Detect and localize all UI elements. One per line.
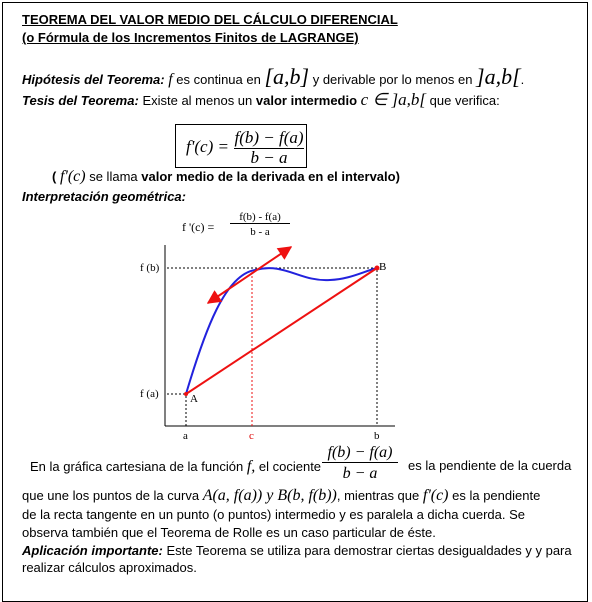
para4: observa también que el Teorema de Rolle es un caso particular de éste.	[22, 525, 436, 540]
para1-text-2: el cociente	[258, 459, 322, 474]
point-a-dot	[184, 392, 188, 396]
thesis-label: Tesis del Teorema:	[22, 93, 139, 108]
hypothesis-label: Hipótesis del Teorema:	[22, 72, 165, 87]
formula-numerator: f(b) − f(a)	[234, 128, 304, 147]
hypothesis-closed-interval: [a,b]	[264, 64, 310, 89]
application-line-1	[22, 543, 572, 558]
thesis-condition: c ∈ ]a,b[	[360, 90, 427, 109]
hypothesis-text-2: y derivable por lo menos en	[312, 72, 473, 87]
label-fb: f (b)	[140, 262, 160, 274]
para2-points: A(a, f(a)) y B(b, f(b))	[202, 487, 337, 504]
para2-fc: f'(c)	[422, 487, 449, 504]
thesis-bold: valor intermedio	[255, 93, 358, 108]
title-line-2: (o Fórmula de los Incrementos Finitos de LAGRANGE)	[22, 30, 359, 45]
graph-formula-lhs: f '(c) =	[182, 220, 215, 234]
thesis-text-1: Existe al menos un	[142, 93, 253, 108]
label-point-b: B	[379, 261, 387, 273]
application-label: Aplicación importante:	[22, 543, 163, 558]
para1-text-1: En la gráfica cartesiana de la función	[30, 459, 244, 474]
label-point-a: A	[190, 393, 198, 405]
para2-text-3: es la pendiente	[452, 488, 541, 503]
label-x-c: c	[249, 430, 254, 442]
formula-denominator: b − a	[250, 148, 288, 167]
note-text: se llama	[89, 169, 138, 184]
graph-formula-denominator: b - a	[250, 226, 270, 238]
para1-f: f,	[246, 458, 256, 475]
label-x-a: a	[183, 430, 188, 442]
interpretation-label: Interpretación geométrica:	[22, 189, 186, 204]
para2-line	[22, 487, 540, 505]
hypothesis-f: f	[168, 71, 173, 88]
para1-fraction-denominator: b − a	[342, 465, 378, 482]
application-text-1: Este Teorema se utiliza para demostrar ciertas desigualdades y y para	[166, 543, 572, 558]
label-x-b: b	[374, 430, 380, 442]
para2-text-1: que une los puntos de la curva	[22, 488, 200, 503]
title-line-1: TEOREMA DEL VALOR MEDIO DEL CÁLCULO DIFERENCIAL	[22, 12, 398, 27]
para1-text-a	[30, 458, 321, 476]
secant-line	[186, 268, 377, 394]
label-fa: f (a)	[140, 388, 159, 400]
note-fc: f'(c)	[59, 168, 86, 185]
hypothesis-end: .	[520, 72, 525, 87]
para1-text-3: es la pendiente de la cuerda	[408, 458, 572, 473]
note-bold: valor medio de la derivada en el intervalo)	[141, 169, 400, 184]
graph-formula-numerator: f(b) - f(a)	[230, 211, 290, 224]
para3: de la recta tangente en un punto (o puntos) intermedio y es paralela a dicha cuerda. Se	[22, 507, 525, 522]
note-open-paren: (	[52, 169, 57, 184]
para2-text-2: , mientras que	[336, 488, 420, 503]
thesis-text-2: que verifica:	[429, 93, 500, 108]
hypothesis-open-interval: ]a,b[	[476, 64, 521, 89]
tangent-line	[208, 247, 291, 303]
para1-fraction-numerator: f(b) − f(a)	[322, 444, 398, 463]
application-line-2: realizar cálculos aproximados.	[22, 560, 197, 575]
hypothesis-text-1: es continua en	[176, 72, 261, 87]
formula-lhs: f'(c) =	[186, 137, 229, 156]
